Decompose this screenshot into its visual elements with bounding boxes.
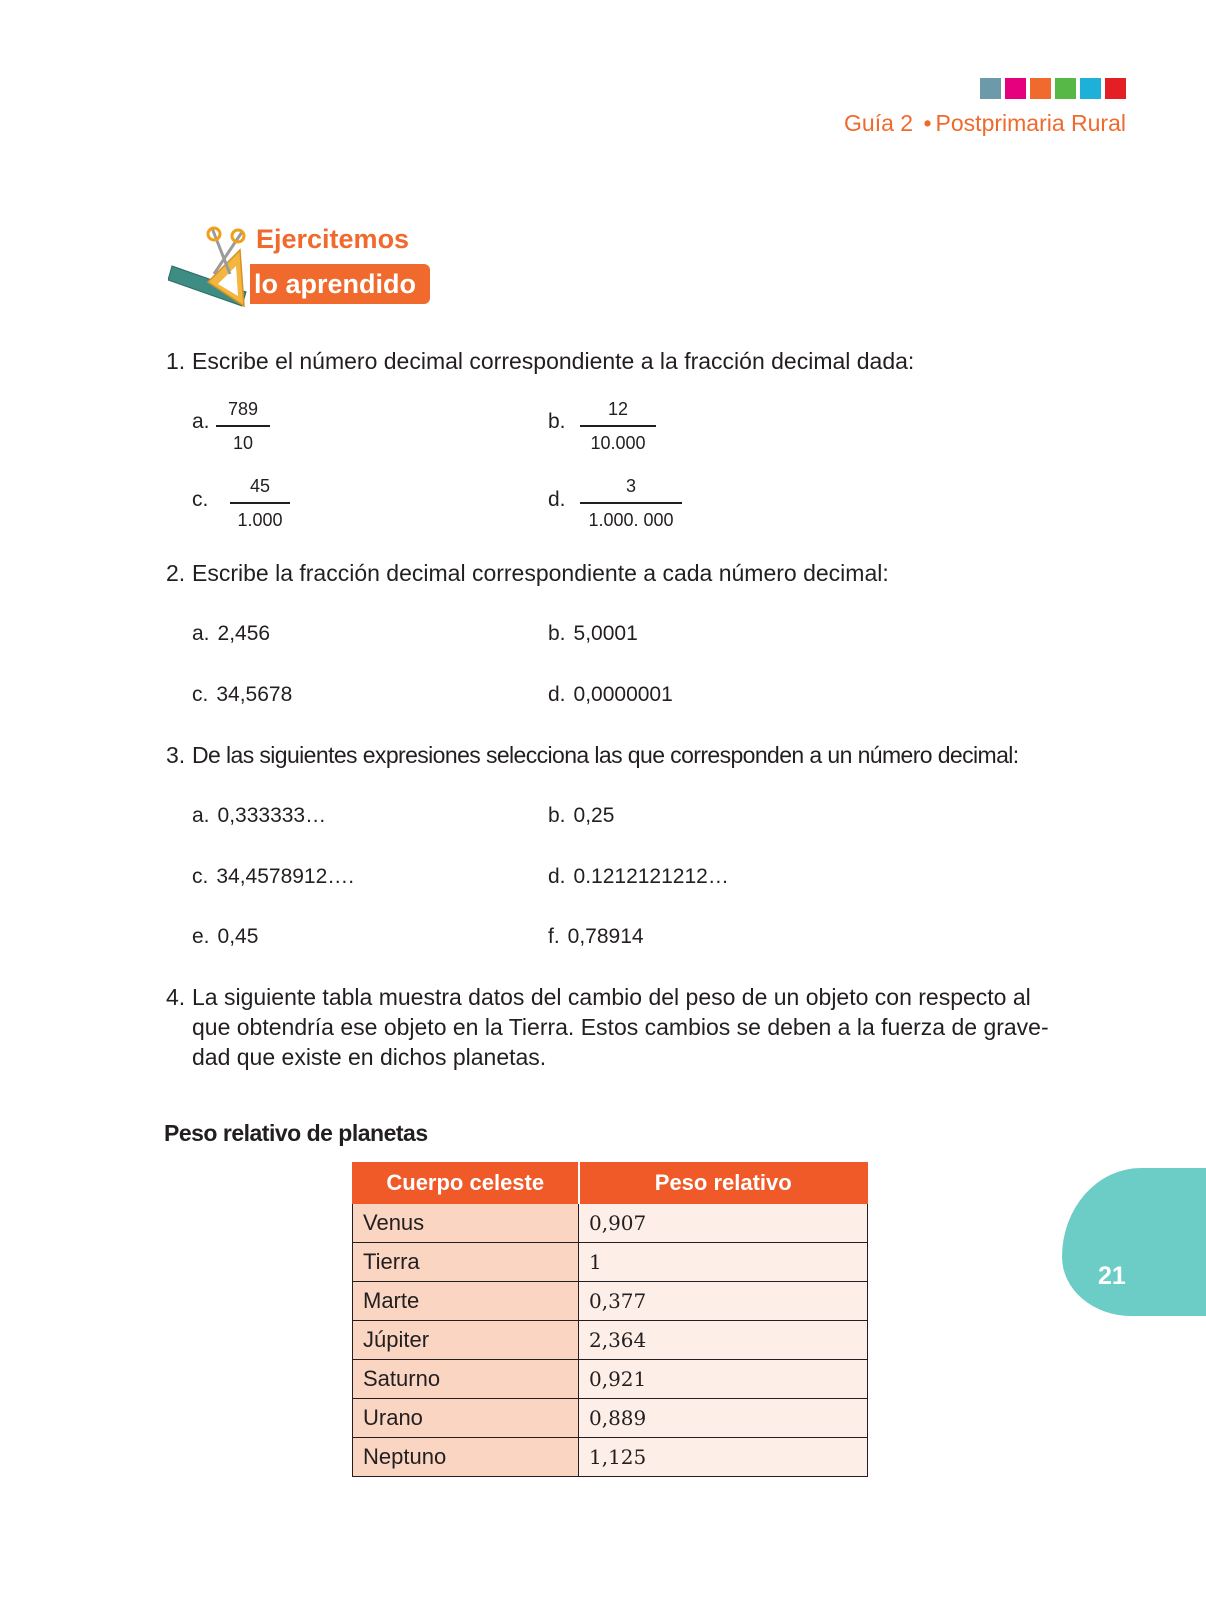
option-item <box>192 865 354 889</box>
planet-name: Venus <box>353 1204 579 1243</box>
fraction-denominator: 10 <box>232 433 254 453</box>
option-item <box>548 865 729 889</box>
color-square <box>980 78 1001 99</box>
fraction-numerator: 45 <box>249 476 271 496</box>
question-2 <box>166 558 1066 588</box>
option-item <box>548 925 644 949</box>
item-value: 34,4578912…. <box>216 865 355 888</box>
planet-name: Tierra <box>353 1243 579 1282</box>
option-item <box>548 804 614 828</box>
option-item <box>192 804 326 828</box>
question-number: 3. <box>166 742 186 768</box>
item-value: 0,333333… <box>217 804 327 827</box>
table-row <box>353 1204 868 1243</box>
column-header: Cuerpo celeste <box>353 1163 579 1204</box>
item-value: 0,25 <box>573 804 615 827</box>
item-label: d. <box>548 683 566 706</box>
item-value: 0,78914 <box>567 925 644 948</box>
question-text <box>192 982 1062 1072</box>
table-row <box>353 1399 868 1438</box>
question-text: Escribe la fracción decimal correspondiente a cada número decimal: <box>192 560 889 586</box>
fraction-denominator: 10.000 <box>590 433 646 453</box>
fraction-numerator: 12 <box>607 399 629 419</box>
relative-weight: 2,364 <box>579 1321 868 1360</box>
page-number: 21 <box>1098 1262 1126 1290</box>
guide-title <box>844 110 1126 137</box>
item-label: c. <box>192 865 209 888</box>
section-title-line1: Ejercitemos <box>256 224 410 254</box>
planet-name: Saturno <box>353 1360 579 1399</box>
item-value: 0.1212121212… <box>573 865 729 888</box>
question-text: De las siguientes expresiones selecciona las que corresponden a un número decimal: <box>192 742 1019 768</box>
relative-weight: 0,377 <box>579 1282 868 1321</box>
item-value: 0,0000001 <box>573 683 673 706</box>
fraction-bar <box>580 425 656 427</box>
item-value: 34,5678 <box>216 683 293 706</box>
color-squares <box>980 78 1126 99</box>
fraction-numerator: 789 <box>227 399 259 419</box>
item-value: 5,0001 <box>573 622 638 645</box>
fraction-d <box>580 475 682 531</box>
option-item <box>192 622 270 646</box>
item-label: d. <box>548 488 566 511</box>
color-square <box>1005 78 1026 99</box>
question-4 <box>166 982 1066 1074</box>
item-label: b. <box>548 804 566 827</box>
question-text-line: dad que existe en dichos planetas. <box>192 1044 547 1070</box>
page-number-tab <box>1062 1168 1206 1316</box>
item-label: d. <box>548 865 566 888</box>
color-square <box>1055 78 1076 99</box>
relative-weight: 1 <box>579 1243 868 1282</box>
item-label: f. <box>548 925 560 948</box>
item-label: b. <box>548 410 566 433</box>
table-header-row <box>353 1163 868 1204</box>
program-label: Postprimaria Rural <box>935 110 1126 136</box>
option-item <box>192 925 258 949</box>
question-number: 4. <box>166 984 186 1010</box>
table-row <box>353 1243 868 1282</box>
section-heading <box>168 222 458 312</box>
item-value: 0,45 <box>217 925 259 948</box>
relative-weight: 0,907 <box>579 1204 868 1243</box>
item-value: 2,456 <box>217 622 271 645</box>
relative-weight: 1,125 <box>579 1438 868 1477</box>
option-item <box>192 683 292 707</box>
option-item <box>548 622 638 646</box>
question-text: Escribe el número decimal correspondiente a la fracción decimal dada: <box>192 348 915 374</box>
table-row <box>353 1321 868 1360</box>
question-text-line: La siguiente tabla muestra datos del cambio del peso de un objeto con respecto al <box>192 984 1031 1010</box>
question-number: 2. <box>166 560 186 586</box>
question-text-line: que obtendría ese objeto en la Tierra. Estos cambios se deben a la fuerza de grave- <box>192 1014 1049 1040</box>
question-3 <box>166 740 1066 770</box>
item-label: c. <box>192 683 209 706</box>
fraction-bar <box>580 502 682 504</box>
planet-name: Marte <box>353 1282 579 1321</box>
question-number: 1. <box>166 348 186 374</box>
fraction-b <box>580 398 656 454</box>
option-item <box>548 683 673 707</box>
item-label: a. <box>192 410 210 433</box>
relative-weight: 0,889 <box>579 1399 868 1438</box>
section-title-line2: lo aprendido <box>250 264 430 304</box>
column-header: Peso relativo <box>579 1163 868 1204</box>
ruler-scissors-icon <box>168 222 250 312</box>
question-1 <box>166 346 1066 376</box>
planet-name: Urano <box>353 1399 579 1438</box>
fraction-bar <box>216 425 270 427</box>
planet-name: Júpiter <box>353 1321 579 1360</box>
fraction-a <box>216 398 270 454</box>
color-square <box>1105 78 1126 99</box>
fraction-numerator: 3 <box>625 476 636 496</box>
table-row <box>353 1282 868 1321</box>
color-square <box>1080 78 1101 99</box>
guide-label: Guía 2 <box>844 110 914 136</box>
table-row <box>353 1438 868 1477</box>
guide-separator: • <box>923 110 932 136</box>
fraction-denominator: 1.000 <box>237 510 283 530</box>
item-label: e. <box>192 925 210 948</box>
planet-name: Neptuno <box>353 1438 579 1477</box>
fraction-c <box>230 475 290 531</box>
item-label: a. <box>192 804 210 827</box>
item-label: c. <box>192 488 209 511</box>
relative-weight: 0,921 <box>579 1360 868 1399</box>
item-label: a. <box>192 622 210 645</box>
table-title: Peso relativo de planetas <box>164 1120 428 1146</box>
fraction-denominator: 1.000. 000 <box>588 510 674 530</box>
table-row <box>353 1360 868 1399</box>
fraction-bar <box>230 502 290 504</box>
color-square <box>1030 78 1051 99</box>
planet-weight-table <box>352 1162 868 1477</box>
item-label: b. <box>548 622 566 645</box>
